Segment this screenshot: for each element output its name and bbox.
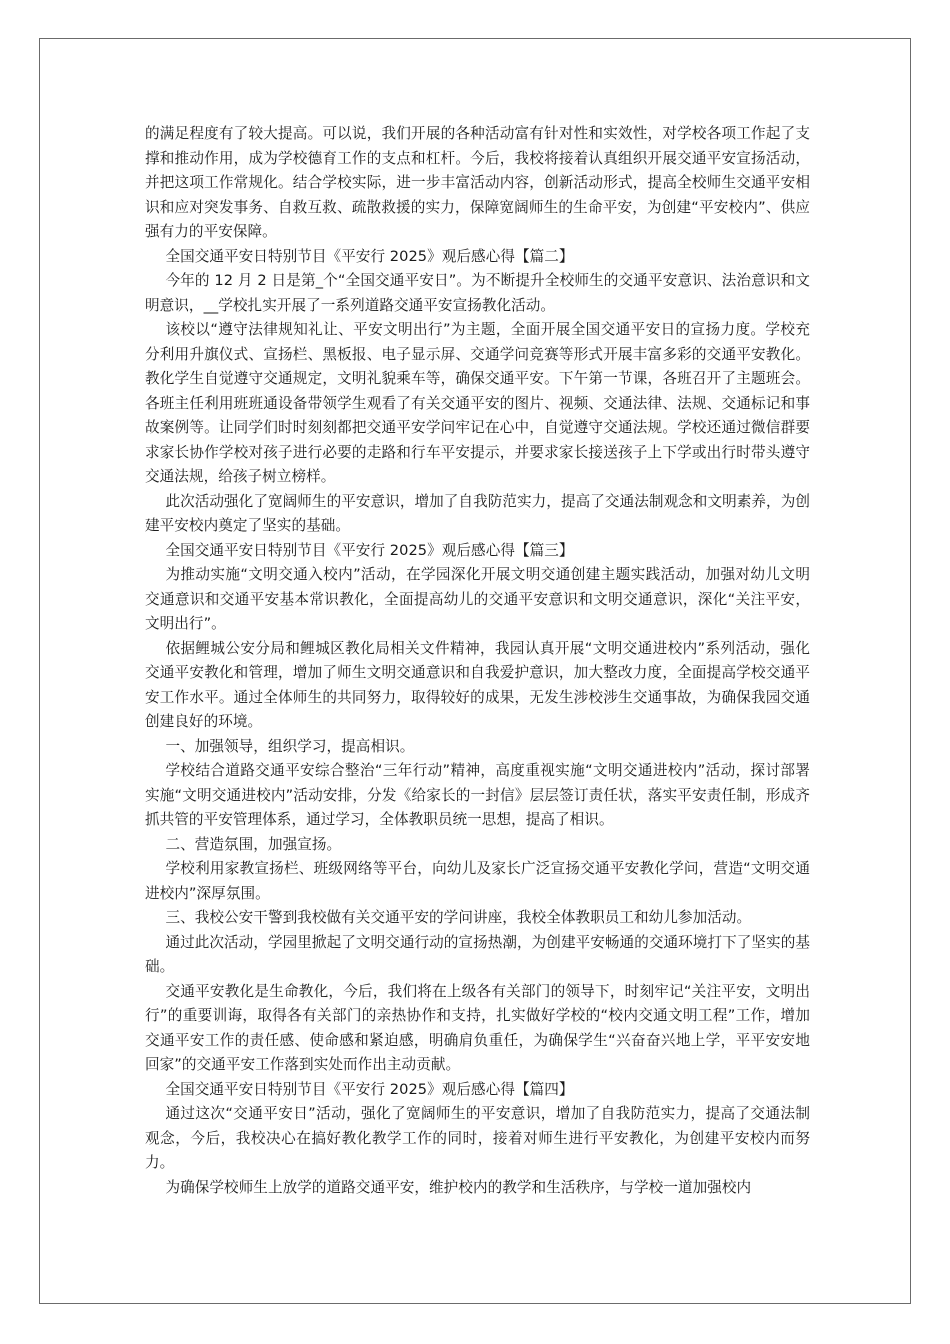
paragraph: 今年的 12 月 2 日是第_个“全国交通平安日”。为不断提升全校师生的交通平安意识、法治意识和文明意识，__学校扎实开展了一系列道路交通平安宣扬教化活动。 (145, 272, 810, 314)
list-heading: 三、我校公安干警到我校做有关交通平安的学问讲座，我校全体教职员工和幼儿参加活动。 (165, 909, 752, 926)
document-body (145, 122, 810, 1200)
section-heading: 全国交通平安日特别节目《平安行 2025》观后感心得【篇二】 (165, 247, 574, 265)
paragraph: 依据鲤城公安分局和鲤城区教化局相关文件精神，我园认真开展“文明交通进校内”系列活动，强化交通平安教化和管理，增加了师生文明交通意识和自我爱护意识，加大整改力度，全面提高学校交通平安工作水平。通过全体师生的共同努力，取得较好的成果，无发生涉校涉生交通事故，为确保我园交通创建良好的环境。 (145, 639, 810, 730)
paragraph: 为确保学校师生上放学的道路交通平安，维护校内的教学和生活秩序，与学校一道加强校内 (165, 1178, 752, 1196)
paragraph: 此次活动强化了宽阔师生的平安意识，增加了自我防范实力，提高了交通法制观念和文明素养，为创建平安校内奠定了坚实的基础。 (145, 492, 810, 534)
paragraph: 该校以“遵守法律规知礼让、平安文明出行”为主题，全面开展全国交通平安日的宣扬力度。学校充分利用升旗仪式、宣扬栏、黑板报、电子显示屏、交通学问竞赛等形式开展丰富多彩的交通平安教化。教化学生自觉遵守交通规定，文明礼貌乘车等，确保交通平安。下午第一节课，各班召开了主题班会。各班主任利用班班通设备带领学生观看了有关交通平安的图片、视频、交通法律、法规、交通标记和事故案例等。让同学们时时刻刻都把交通平安学问牢记在心中，自觉遵守交通法规。学校还通过微信群要求家长协作学校对孩子进行必要的走路和行车平安提示，并要求家长接送孩子上下学或出行时带头遵守交通法规，给孩子树立榜样。 (145, 321, 810, 485)
paragraph: 学校结合道路交通平安综合整治“三年行动”精神，高度重视实施“文明交通进校内”活动，探讨部署实施“文明交通进校内”活动安排，分发《给家长的一封信》层层签订责任状，落实平安责任制，形成齐抓共管的平安管理体系，通过学习，全体教职员统一思想，提高了相识。 (145, 762, 810, 828)
paragraph: 学校利用家教宣扬栏、班级网络等平台，向幼儿及家长广泛宣扬交通平安教化学问，营造“文明交通进校内”深厚氛围。 (145, 860, 810, 902)
paragraph: 交通平安教化是生命教化，今后，我们将在上级各有关部门的领导下，时刻牢记“关注平安，文明出行”的重要训诲，取得各有关部门的亲热协作和支持，扎实做好学校的“校内交通文明工程”工作，增加交通平安工作的责任感、使命感和紧迫感，明确肩负重任，为确保学生“兴奋奋兴地上学，平平安安地回家”的交通平安工作落到实处而作出主动贡献。 (145, 982, 810, 1073)
paragraph: 的满足程度有了较大提高。可以说，我们开展的各种活动富有针对性和实效性，对学校各项工作起了支撑和推动作用，成为学校德育工作的支点和杠杆。今后，我校将接着认真组织开展交通平安宣扬活动，并把这项工作常规化。结合学校实际，进一步丰富活动内容，创新活动形式，提高全校师生交通平安相识和应对突发事务、自救互救、疏散救援的实力，保障宽阔师生的生命平安，为创建“平安校内”、供应强有力的平安保障。 (145, 125, 810, 240)
section-heading: 全国交通平安日特别节目《平安行 2025》观后感心得【篇三】 (165, 541, 574, 559)
list-heading: 二、营造氛围，加强宣扬。 (165, 835, 342, 853)
paragraph: 通过此次活动，学园里掀起了文明交通行动的宣扬热潮，为创建平安畅通的交通环境打下了坚实的基础。 (145, 933, 810, 975)
paragraph: 通过这次“交通平安日”活动，强化了宽阔师生的平安意识，增加了自我防范实力，提高了交通法制观念，今后，我校决心在搞好教化教学工作的同时，接着对师生进行平安教化，为创建平安校内而努力。 (145, 1105, 810, 1171)
list-heading: 一、加强领导，组织学习，提高相识。 (165, 737, 415, 755)
section-heading: 全国交通平安日特别节目《平安行 2025》观后感心得【篇四】 (165, 1080, 574, 1098)
paragraph: 为推动实施“文明交通入校内”活动，在学园深化开展文明交通创建主题实践活动，加强对幼儿文明交通意识和交通平安基本常识教化，全面提高幼儿的交通平安意识和文明交通意识，深化“关注平安，文明出行”。 (145, 566, 810, 632)
